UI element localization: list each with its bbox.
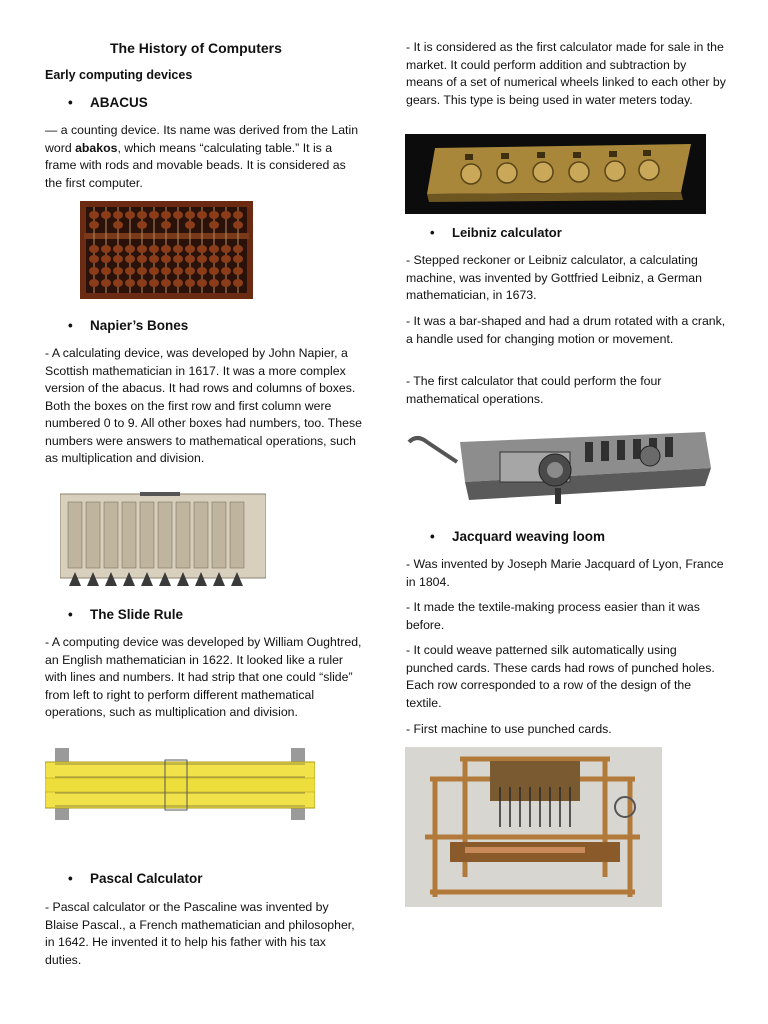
section-subtitle: Early computing devices [45, 68, 193, 82]
abacus-bold-word: abakos [75, 140, 118, 155]
jacquard-heading [430, 529, 605, 544]
napier-heading [68, 318, 188, 333]
pascal-heading [68, 871, 203, 886]
pascaline-image [405, 134, 706, 214]
abacus-text-1: — a counting device. Its name was derived from the Latin word [45, 123, 359, 155]
jacquard-paragraph-3: - It could weave patterned silk automatically using punched cards. These cards had rows of punched holes. Each row corresponded to a row of the design of the textile. [406, 643, 715, 710]
pascal-continuation: - It is considered as the first calculator made for sale in the market. It could perform addition and subtraction by means of a set of numerical wheels linked to each other by gears. This type is being used in water meters today. [406, 40, 726, 107]
leibniz-paragraph-3: - The first calculator that could perform the four mathematical operations. [406, 374, 662, 406]
jacquard-paragraph-4: - First machine to use punched cards. [406, 722, 612, 736]
leibniz-paragraph-2: - It was a bar-shaped and had a drum rotated with a crank, a handle used for changing motion or movement. [406, 314, 726, 346]
abacus-text-2: , which means “calculating table.” It is a frame with rods and movable beads. It is considered as the first computer. [45, 140, 346, 190]
napiers-bones-image [60, 492, 266, 588]
bullet-icon: • [68, 318, 73, 333]
bullet-icon: • [430, 529, 435, 544]
slide-rule-heading [68, 607, 183, 622]
abacus-heading [68, 95, 148, 110]
bullet-icon: • [430, 225, 435, 240]
leibniz-heading-text: Leibniz calculator [452, 225, 562, 240]
leibniz-paragraph-1: - Stepped reckoner or Leibniz calculator, a calculating machine, was invented by Gottfried Leibniz, a German mathematician, in 1673. [406, 253, 702, 302]
slide-rule-image [45, 748, 315, 820]
napier-heading-text: Napier’s Bones [90, 318, 189, 333]
jacquard-paragraph-2: - It made the textile-making process easier than it was before. [406, 600, 700, 632]
slide-rule-description: - A computing device was developed by William Oughtred, an English mathematician in 1622. It looked like a ruler with lines and numbers. It had strip that one could “slide” from left to right to perform different mathematical operations, such as multiplication and division. [45, 635, 362, 719]
napier-description: - A calculating device, was developed by John Napier, a Scottish mathematician in 1617. It was a more complex version of the abacus. It had rows and columns of boxes. Both the boxes on the first row and first column were numbered 0 to 9. All other boxes had numbers, too. These numbers were answers to mathematical operations, such as multiplication and division. [45, 346, 362, 465]
slide-rule-heading-text: The Slide Rule [90, 607, 184, 622]
abacus-heading-text: ABACUS [90, 95, 148, 110]
bullet-icon: • [68, 95, 73, 110]
abacus-image [80, 201, 253, 299]
bullet-icon: • [68, 607, 73, 622]
jacquard-heading-text: Jacquard weaving loom [452, 529, 606, 544]
abacus-description [45, 122, 365, 192]
leibniz-calculator-image [405, 428, 715, 508]
leibniz-heading [430, 225, 562, 240]
page-title: The History of Computers [110, 40, 282, 56]
jacquard-loom-image [405, 747, 662, 907]
jacquard-paragraph-1: - Was invented by Joseph Marie Jacquard of Lyon, France in 1804. [406, 557, 724, 589]
pascal-description: - Pascal calculator or the Pascaline was invented by Blaise Pascal., a French mathematician and philosopher, in 1642. He invented it to help his father with his tax duties. [45, 900, 355, 967]
pascal-heading-text: Pascal Calculator [90, 871, 203, 886]
bullet-icon: • [68, 871, 73, 886]
